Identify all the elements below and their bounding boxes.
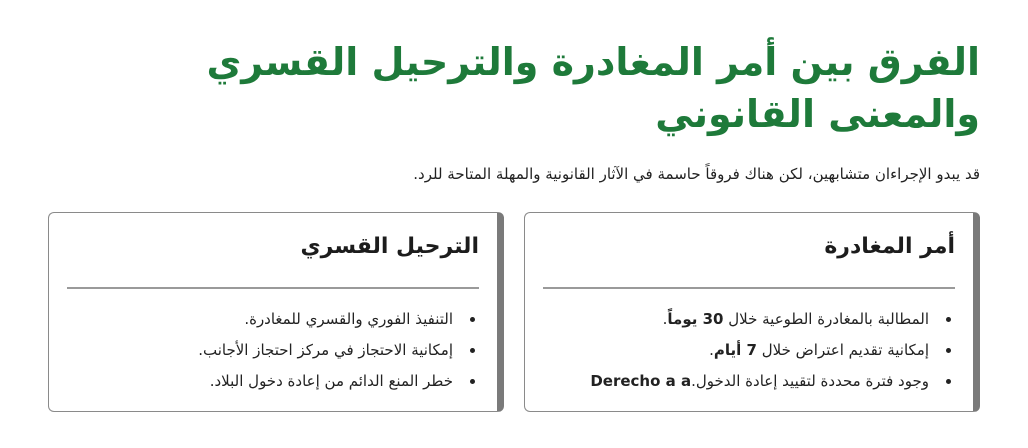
card-departure-order [524,212,980,412]
list-item: خطر المنع الدائم من إعادة دخول البلاد. [67,371,453,391]
card-list [543,309,955,402]
card-title: أمر المغادرة [824,234,955,259]
card-divider [67,287,479,289]
card-list [67,309,479,402]
page-title: الفرق بين أمر المغادرة والترحيل القسري والمعنى القانوني [206,40,980,136]
list-item: إمكانية الاحتجاز في مركز احتجاز الأجانب. [67,340,453,360]
intro-paragraph: قد يبدو الإجراءان متشابهين، لكن هناك فروقاً حاسمة في الآثار القانونية والمهلة المتاحة للرد. [413,165,980,183]
card-divider [543,287,955,289]
list-item: التنفيذ الفوري والقسري للمغادرة. [67,309,453,329]
comparison-cards [48,212,980,414]
list-item: إمكانية تقديم اعتراض خلال 7 أيام. [543,340,929,360]
card-title: الترحيل القسري [300,234,479,259]
article [48,0,980,390]
list-item: وجود فترة محددة لتقييد إعادة الدخول.Derecho a a [543,371,929,391]
list-item: المطالبة بالمغادرة الطوعية خلال 30 يوماً. [543,309,929,329]
card-forced-deportation [48,212,504,412]
